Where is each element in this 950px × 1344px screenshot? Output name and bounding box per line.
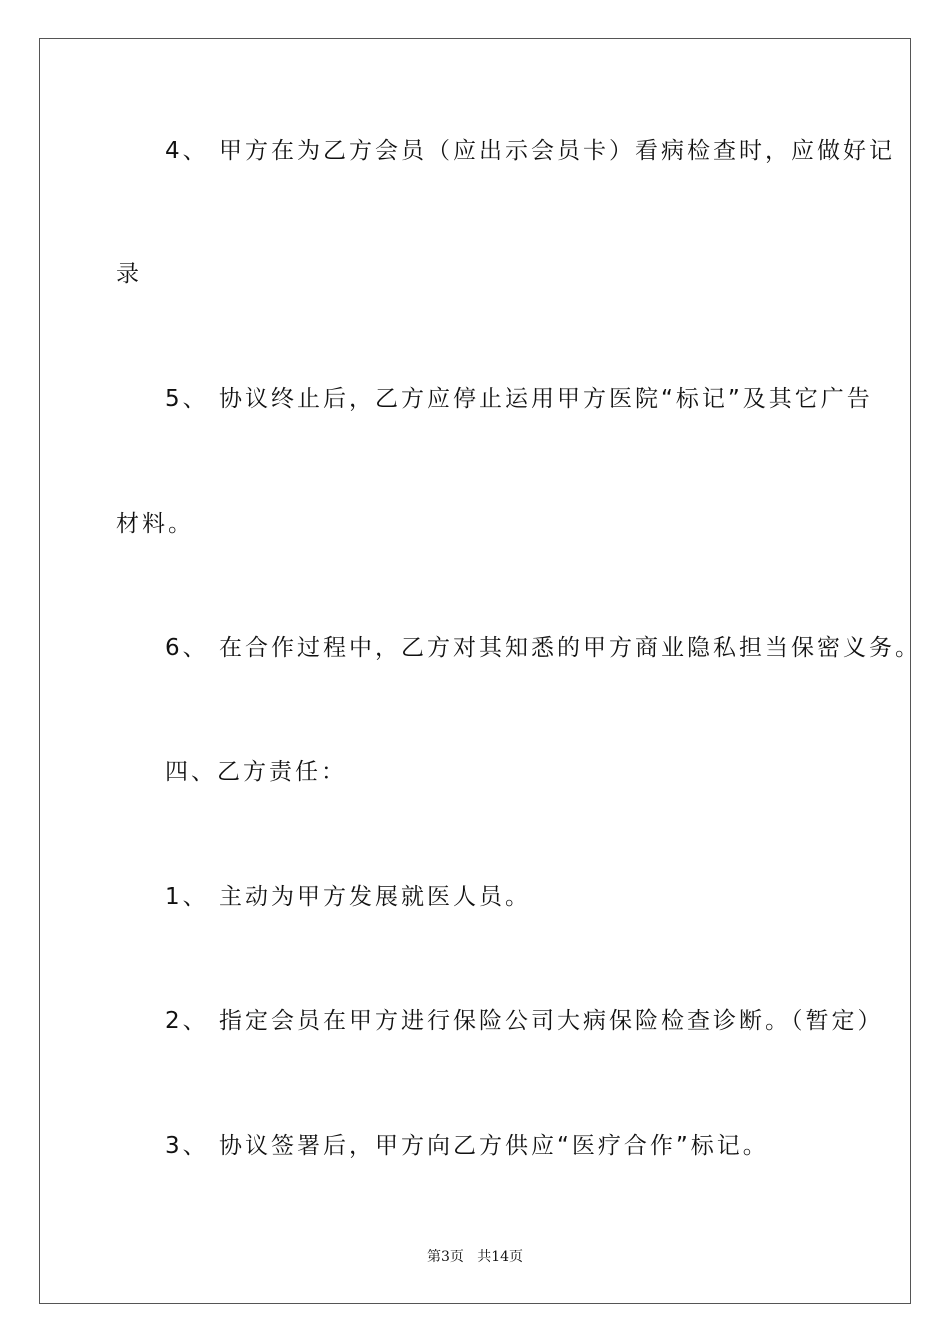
section-heading: 四、乙方责任： <box>165 759 347 785</box>
clause-5-line-2: 材料。 <box>116 511 194 537</box>
clause-4-line-1: 4、 甲方在为乙方会员（应出示会员卡）看病检查时，应做好记 <box>165 138 895 164</box>
clause-5-line-1: 5、 协议终止后，乙方应停止运用甲方医院“标记”及其它广告 <box>165 386 873 412</box>
clause-4-line-2: 录 <box>116 261 142 287</box>
page-border <box>39 38 911 1304</box>
clause-6: 6、 在合作过程中，乙方对其知悉的甲方商业隐私担当保密义务。 <box>165 635 921 661</box>
page-number-footer: 第3页 共14页 <box>426 1249 524 1265</box>
duty-1: 1、 主动为甲方发展就医人员。 <box>165 884 531 910</box>
duty-3: 3、 协议签署后，甲方向乙方供应“医疗合作”标记。 <box>165 1133 769 1159</box>
duty-2: 2、 指定会员在甲方进行保险公司大病保险检查诊断。（暂定） <box>165 1008 884 1034</box>
